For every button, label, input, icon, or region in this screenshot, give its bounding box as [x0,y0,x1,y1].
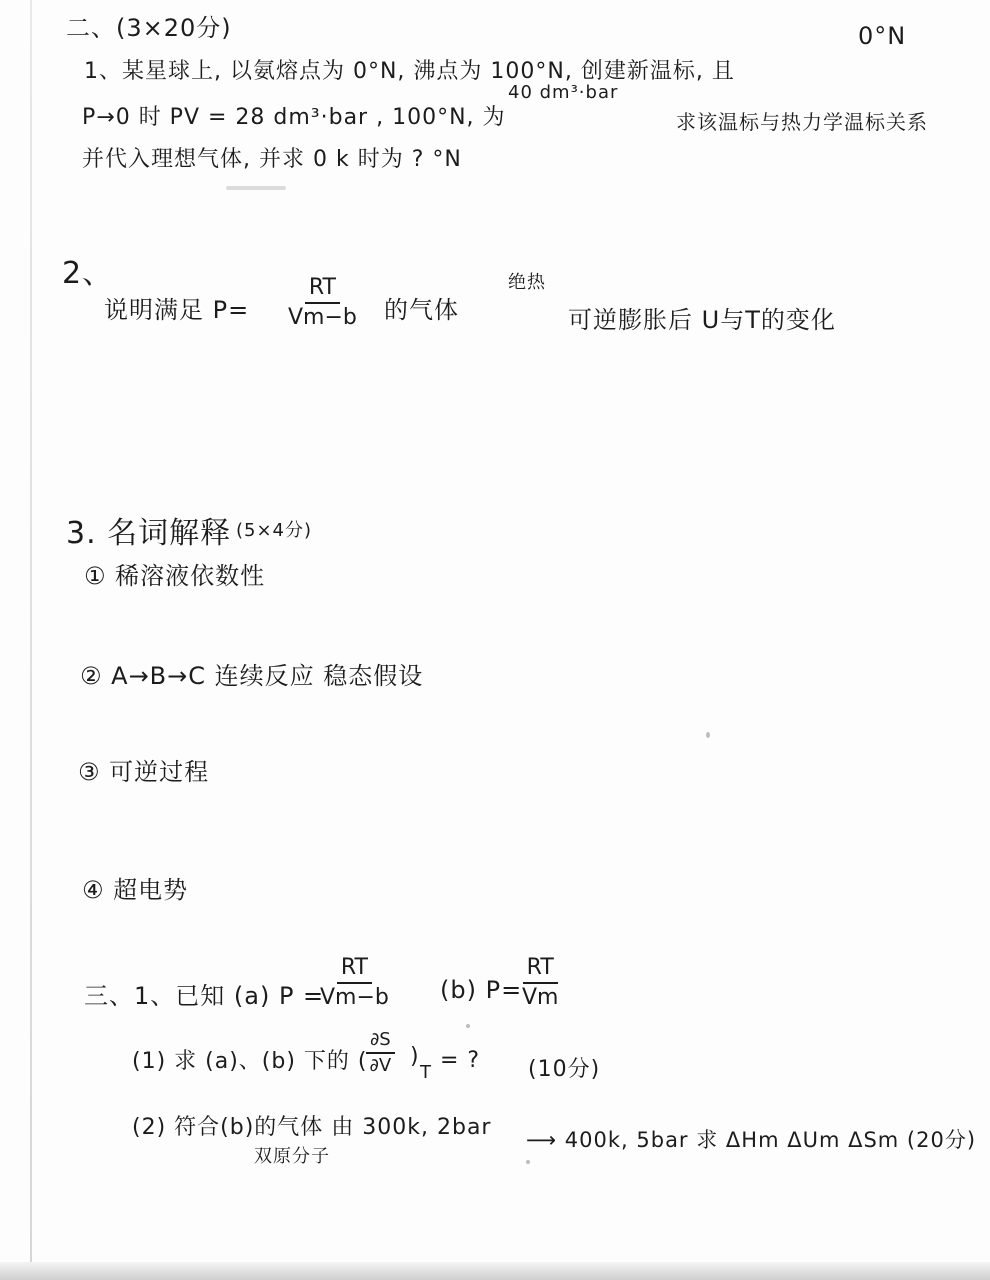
fraction-formula [522,956,558,1010]
subscript: T [420,1062,432,1083]
part-header: 三、1、已知 (a) P = [84,982,325,1010]
sub-question: (2) 符合(b)的气体 由 300k, 2bar [132,1115,492,1140]
partial-derivative [366,1030,395,1076]
score-note: (10分) [528,1057,601,1082]
fraction-denominator: Vm−b [320,985,389,1011]
fraction-numerator: RT [337,956,372,984]
section-header: 二、(3×20分) [66,14,232,42]
list-item: ④ 超电势 [82,876,189,904]
list-item: ② A→B→C 连续反应 稳态假设 [80,662,424,690]
question-text: 可逆膨胀后 U与T的变化 [568,306,836,334]
sub-question: ) [410,1044,420,1069]
fraction-denominator: Vm [522,985,559,1011]
sub-question: (1) 求 (a)、(b) 下的 ( [132,1049,368,1074]
question-line: 并代入理想气体, 并求 0 k 时为 ? °N [82,147,462,172]
ink-smudge [226,186,286,190]
margin-note: 求该温标与热力学温标关系 [676,110,928,134]
section-header: 3. 名词解释 [66,516,232,551]
question-text: 说明满足 P= [104,296,250,324]
paper-edge-bottom [0,1262,990,1280]
question-line: 1、某星球上, 以氨熔点为 0°N, 沸点为 100°N, 创建新温标, 且 [84,59,735,84]
question-number: 2、 [62,256,114,291]
fraction-numerator: RT [305,276,340,304]
section-score-note: (5×4分) [236,520,313,541]
fraction-numerator: RT [523,956,558,984]
list-item: ① 稀溶液依数性 [84,562,266,590]
question-line: P→0 时 PV = 28 dm³·bar , 100°N, 为 [82,105,506,130]
sub-question: ⟶ 400k, 5bar 求 ΔHm ΔUm ΔSm (20分) [526,1128,977,1152]
fraction-denominator: ∂V [369,1054,392,1076]
fraction-numerator: ∂S [366,1030,395,1054]
ink-speck [706,732,710,738]
ink-speck [526,1160,530,1164]
list-item: ③ 可逆过程 [78,758,210,786]
fraction-denominator: Vm−b [288,305,357,331]
sub-question: = ? [440,1048,481,1073]
ink-speck [466,1024,470,1028]
fraction-formula [288,276,357,330]
paper-edge-left [30,0,32,1280]
corner-note: 0°N [858,22,907,50]
fraction-formula [320,956,389,1010]
formula-label: (b) P= [440,976,523,1004]
margin-note: 40 dm³·bar [508,82,619,103]
annotation: 双原分子 [254,1146,330,1167]
question-text: 的气体 [384,296,459,324]
margin-note: 绝热 [508,272,546,293]
